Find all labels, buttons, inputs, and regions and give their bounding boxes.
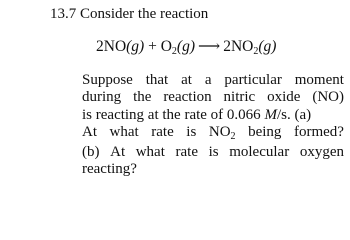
phase-label: (g)	[176, 38, 195, 55]
word: NO	[208, 123, 231, 140]
word: nitric	[223, 89, 256, 106]
word: what	[109, 123, 139, 140]
word: is	[208, 144, 219, 161]
word: Suppose	[82, 72, 133, 88]
coefficient: 2	[223, 38, 231, 55]
body-line-2	[82, 89, 344, 106]
word: reacting?	[82, 161, 137, 178]
word: oxide	[267, 89, 301, 106]
word: particular	[224, 72, 282, 88]
word: reaction	[163, 89, 212, 106]
word: oxygen	[299, 144, 344, 161]
word: being	[248, 123, 282, 140]
word: (b)	[82, 144, 100, 161]
word: what	[135, 144, 165, 161]
body-line-6	[82, 161, 344, 178]
word: At	[82, 123, 97, 140]
molarity-unit: M	[264, 106, 277, 123]
subscript: 2	[230, 130, 236, 142]
word: (NO)	[312, 89, 344, 106]
problem-number: 13.7	[50, 6, 77, 22]
problem-body	[82, 72, 344, 179]
plus-sign: +	[148, 38, 157, 55]
reaction-equation	[96, 37, 276, 57]
word: that	[145, 72, 169, 88]
word: at	[181, 72, 192, 88]
word: is	[186, 123, 197, 140]
word: At	[110, 144, 126, 161]
body-line-3	[82, 107, 344, 124]
subscript: 2	[253, 46, 259, 57]
product-no2: NO	[230, 38, 254, 55]
reaction-arrow: ⟶	[198, 38, 221, 55]
rate-text: is reacting at the rate of 0.066	[82, 106, 265, 123]
rate-text-end: /s. (a)	[276, 106, 312, 123]
word: a	[204, 72, 212, 88]
word: moment	[294, 72, 344, 88]
body-line-5	[82, 144, 344, 161]
body-line-4	[82, 124, 344, 141]
problem-heading	[50, 5, 208, 23]
problem-lead: Consider the reaction	[80, 6, 209, 22]
word: rate	[151, 123, 174, 140]
word: rate	[175, 144, 198, 161]
word: formed?	[293, 123, 344, 140]
word: molecular	[229, 144, 290, 161]
subscript: 2	[171, 46, 177, 57]
body-line-1	[82, 72, 344, 89]
coefficient: 2	[96, 38, 104, 55]
word: the	[133, 89, 152, 106]
phase-label: (g)	[126, 38, 145, 55]
word: during	[82, 89, 122, 106]
reactant-o2: O	[160, 38, 172, 55]
no2-formula	[209, 124, 236, 141]
reactant-no: NO	[103, 38, 127, 55]
phase-label: (g)	[258, 38, 277, 55]
